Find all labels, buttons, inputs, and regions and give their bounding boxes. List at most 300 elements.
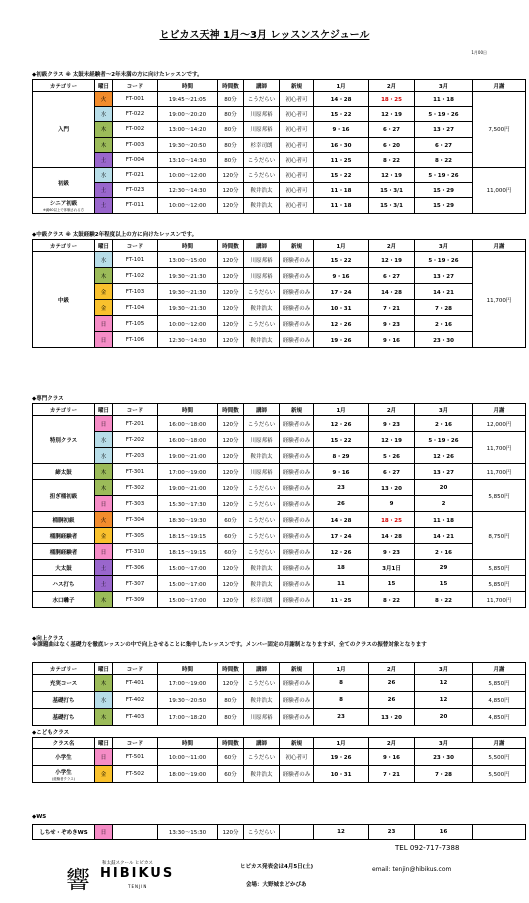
mar-dates-cell: 14・21: [415, 284, 473, 300]
weekday-cell: 木: [95, 675, 113, 692]
new-student-cell: 初心者可: [280, 107, 314, 122]
code-cell: FT-001: [113, 92, 158, 107]
table-row: [33, 512, 526, 528]
feb-dates-cell: 12・19: [369, 107, 415, 122]
fee-cell: 11,700円: [473, 592, 526, 608]
new-student-cell: [280, 825, 314, 840]
feb-dates-cell: 3月1日: [369, 560, 415, 576]
section-heading: ◆WS: [32, 814, 47, 820]
feb-dates-cell: 12・19: [369, 167, 415, 182]
new-student-cell: 初心者可: [280, 749, 314, 766]
logo-text: HIBIKUS: [100, 866, 175, 881]
time-cell: 19:00～21:00: [158, 480, 218, 496]
venue-text: 会場：大野城まどかぴあ: [246, 882, 307, 888]
category-label: 初級: [57, 180, 69, 187]
new-student-cell: 初心者可: [280, 198, 314, 213]
feb-dates-cell: 8・22: [369, 592, 415, 608]
table-row: [33, 268, 526, 284]
new-student-cell: 経験者のみ: [280, 284, 314, 300]
column-header: 月謝: [473, 738, 526, 749]
teacher-cell: 鞍井浩太: [244, 766, 280, 783]
category-sub: (経験者クラス): [52, 776, 75, 781]
feb-dates-cell: 6・20: [369, 137, 415, 152]
table-row: [33, 198, 526, 213]
time-cell: 18:30～19:30: [158, 512, 218, 528]
column-header: コード: [113, 663, 158, 675]
weekday-cell: 水: [95, 107, 113, 122]
column-header: 新規: [280, 240, 314, 252]
teacher-cell: 川原邦裕: [244, 107, 280, 122]
mar-dates-cell: 2: [415, 496, 473, 512]
duration-cell: 120分: [218, 198, 244, 213]
code-cell: FT-004: [113, 152, 158, 167]
duration-cell: 80分: [218, 152, 244, 167]
table-row: [33, 152, 526, 167]
fee-cell: 5,850円: [473, 675, 526, 692]
time-cell: 17:00～18:20: [158, 709, 218, 726]
jan-dates-cell: 23: [314, 709, 369, 726]
code-cell: FT-310: [113, 544, 158, 560]
time-cell: 15:30～17:30: [158, 496, 218, 512]
jan-dates-cell: 15・22: [314, 432, 369, 448]
weekday-cell: 火: [95, 512, 113, 528]
table-row: [33, 528, 526, 544]
new-student-cell: 経験者のみ: [280, 576, 314, 592]
feb-dates-cell: 7・21: [369, 300, 415, 316]
code-cell: [113, 825, 158, 840]
jan-dates-cell: 17・24: [314, 528, 369, 544]
teacher-cell: 川原邦裕: [244, 252, 280, 268]
category-cell: [33, 592, 95, 608]
mar-dates-cell: 29: [415, 560, 473, 576]
feb-dates-cell: 18・25: [369, 512, 415, 528]
mar-dates-cell: 12: [415, 675, 473, 692]
time-cell: 15:00～17:00: [158, 592, 218, 608]
feb-dates-cell: 13・20: [369, 480, 415, 496]
jan-dates-cell: 11・18: [314, 183, 369, 198]
table-row: [33, 183, 526, 198]
column-header: 3月: [415, 738, 473, 749]
schedule-table: [32, 79, 526, 214]
code-cell: FT-307: [113, 576, 158, 592]
feb-dates-cell: 6・27: [369, 464, 415, 480]
time-cell: 19:00～20:20: [158, 107, 218, 122]
duration-cell: 80分: [218, 692, 244, 709]
column-header: 3月: [415, 663, 473, 675]
mar-dates-cell: 5・19・26: [415, 167, 473, 182]
feb-dates-cell: 12・19: [369, 252, 415, 268]
section-heading: ◆専門クラス: [32, 396, 64, 402]
table-row: [33, 560, 526, 576]
table-row: [33, 122, 526, 137]
duration-cell: 60分: [218, 544, 244, 560]
time-cell: 17:00～19:00: [158, 675, 218, 692]
jan-dates-cell: 15・22: [314, 167, 369, 182]
column-header: 時間: [158, 240, 218, 252]
feb-dates-cell: 9・23: [369, 544, 415, 560]
table-row: [33, 416, 526, 432]
mar-dates-cell: 13・27: [415, 268, 473, 284]
column-header: 曜日: [95, 663, 113, 675]
column-header: カテゴリー: [33, 240, 95, 252]
time-cell: 19:30～20:50: [158, 137, 218, 152]
category-label: シニア初級: [49, 200, 78, 207]
schedule-table: [32, 239, 526, 348]
code-cell: FT-302: [113, 480, 158, 496]
mar-dates-cell: 14・21: [415, 528, 473, 544]
teacher-cell: こうだらい: [244, 528, 280, 544]
weekday-cell: 日: [95, 316, 113, 332]
fee-cell: 12,000円: [473, 416, 526, 432]
new-student-cell: 経験者のみ: [280, 560, 314, 576]
teacher-cell: こうだらい: [244, 152, 280, 167]
column-header: カテゴリー: [33, 404, 95, 416]
feb-dates-cell: 15: [369, 576, 415, 592]
table-row: [33, 692, 526, 709]
table-row: [33, 675, 526, 692]
column-header: 1月: [314, 663, 369, 675]
jan-dates-cell: 15・22: [314, 252, 369, 268]
fee-cell: 11,700円: [473, 252, 526, 348]
duration-cell: 120分: [218, 592, 244, 608]
feb-dates-cell: 18・25: [369, 92, 415, 107]
weekday-cell: 土: [95, 152, 113, 167]
time-cell: 16:00～18:00: [158, 432, 218, 448]
schedule-table: [32, 824, 526, 840]
duration-cell: 120分: [218, 300, 244, 316]
category-cell: [33, 576, 95, 592]
weekday-cell: 木: [95, 137, 113, 152]
duration-cell: 120分: [218, 416, 244, 432]
new-student-cell: 経験者のみ: [280, 766, 314, 783]
category-cell: [33, 709, 95, 726]
weekday-cell: 木: [95, 268, 113, 284]
mar-dates-cell: 23・30: [415, 332, 473, 348]
table-row: [33, 432, 526, 448]
jan-dates-cell: 17・24: [314, 284, 369, 300]
category-label: 充実コース: [49, 681, 78, 687]
teacher-cell: 鞍井浩太: [244, 300, 280, 316]
jan-dates-cell: 26: [314, 496, 369, 512]
section-heading: ◆こどもクラス: [32, 730, 70, 736]
jan-dates-cell: 10・31: [314, 766, 369, 783]
mar-dates-cell: 23・30: [415, 749, 473, 766]
fee-cell: 11,700円: [473, 464, 526, 480]
duration-cell: 120分: [218, 464, 244, 480]
column-header: 1月: [314, 738, 369, 749]
column-header: 2月: [369, 738, 415, 749]
category-label: 大太鼓: [55, 565, 72, 572]
category-cell: [33, 692, 95, 709]
section-description: ※課題曲はなく基礎力を徹底レッスンの中で向上させることに集中したレッスンです。メンバー固定の月謝制となりますが、全てのクラスの振替対象となります: [32, 642, 427, 648]
code-cell: FT-403: [113, 709, 158, 726]
mar-dates-cell: 16: [415, 825, 473, 840]
duration-cell: 120分: [218, 825, 244, 840]
column-header: 3月: [415, 80, 473, 92]
category-cell: [33, 749, 95, 766]
mar-dates-cell: 5・19・26: [415, 432, 473, 448]
feb-dates-cell: 14・28: [369, 528, 415, 544]
category-cell: [33, 544, 95, 560]
table-header-row: [33, 404, 526, 416]
time-cell: 12:30～14:30: [158, 183, 218, 198]
duration-cell: 120分: [218, 576, 244, 592]
category-cell: [33, 528, 95, 544]
mar-dates-cell: 5・19・26: [415, 252, 473, 268]
new-student-cell: 初心者可: [280, 122, 314, 137]
new-student-cell: 経験者のみ: [280, 464, 314, 480]
fee-cell: 5,500円: [473, 749, 526, 766]
column-header: 時間数: [218, 404, 244, 416]
mar-dates-cell: 12・26: [415, 448, 473, 464]
teacher-cell: 川原邦裕: [244, 268, 280, 284]
feb-dates-cell: 15・3/1: [369, 198, 415, 213]
time-cell: 10:00～12:00: [158, 198, 218, 213]
duration-cell: 60分: [218, 766, 244, 783]
jan-dates-cell: 11・25: [314, 152, 369, 167]
new-student-cell: 初心者可: [280, 92, 314, 107]
feb-dates-cell: 26: [369, 692, 415, 709]
fee-cell: 5,850円: [473, 576, 526, 592]
table-row: [33, 167, 526, 182]
code-cell: FT-003: [113, 137, 158, 152]
weekday-cell: 日: [95, 496, 113, 512]
teacher-cell: こうだらい: [244, 749, 280, 766]
new-student-cell: 経験者のみ: [280, 496, 314, 512]
time-cell: 19:30～20:50: [158, 692, 218, 709]
category-label: 小学生: [55, 755, 72, 761]
mar-dates-cell: 12: [415, 692, 473, 709]
category-cell: [33, 464, 95, 480]
weekday-cell: 日: [95, 825, 113, 840]
fee-cell: 11,000円: [473, 167, 526, 213]
table-row: [33, 544, 526, 560]
jan-dates-cell: 18: [314, 560, 369, 576]
code-cell: FT-201: [113, 416, 158, 432]
mar-dates-cell: 7・28: [415, 766, 473, 783]
time-cell: 19:45～21:05: [158, 92, 218, 107]
time-cell: 15:00～17:00: [158, 576, 218, 592]
teacher-cell: こうだらい: [244, 480, 280, 496]
new-student-cell: 経験者のみ: [280, 675, 314, 692]
mar-dates-cell: 2・16: [415, 544, 473, 560]
code-cell: FT-304: [113, 512, 158, 528]
column-header: クラス名: [33, 738, 95, 749]
column-header: 講師: [244, 240, 280, 252]
table-header-row: [33, 80, 526, 92]
time-cell: 15:00～17:00: [158, 560, 218, 576]
weekday-cell: 金: [95, 300, 113, 316]
feb-dates-cell: 6・27: [369, 122, 415, 137]
duration-cell: 120分: [218, 448, 244, 464]
teacher-cell: こうだらい: [244, 512, 280, 528]
code-cell: FT-021: [113, 167, 158, 182]
time-cell: 10:00～11:00: [158, 749, 218, 766]
time-cell: 19:30～21:30: [158, 300, 218, 316]
mar-dates-cell: 5・19・26: [415, 107, 473, 122]
jan-dates-cell: 14・28: [314, 512, 369, 528]
code-cell: FT-309: [113, 592, 158, 608]
duration-cell: 120分: [218, 332, 244, 348]
fee-cell: 4,850円: [473, 709, 526, 726]
fee-cell: 5,500円: [473, 766, 526, 783]
column-header: 時間数: [218, 738, 244, 749]
code-cell: FT-502: [113, 766, 158, 783]
weekday-cell: 水: [95, 448, 113, 464]
feb-dates-cell: 9・23: [369, 416, 415, 432]
column-header: 月謝: [473, 663, 526, 675]
teacher-cell: 鞍井浩太: [244, 332, 280, 348]
column-header: 時間: [158, 738, 218, 749]
page-title: ヒビカス天神 1月～3月 レッスンスケジュール: [159, 30, 370, 41]
column-header: 時間数: [218, 80, 244, 92]
code-cell: FT-101: [113, 252, 158, 268]
time-cell: 12:30～14:30: [158, 332, 218, 348]
feb-dates-cell: 8・22: [369, 152, 415, 167]
new-student-cell: 初心者可: [280, 167, 314, 182]
new-student-cell: 経験者のみ: [280, 592, 314, 608]
code-cell: FT-301: [113, 464, 158, 480]
duration-cell: 120分: [218, 183, 244, 198]
new-student-cell: 経験者のみ: [280, 448, 314, 464]
duration-cell: 80分: [218, 709, 244, 726]
weekday-cell: 日: [95, 332, 113, 348]
category-cell: [33, 675, 95, 692]
mar-dates-cell: 11・18: [415, 512, 473, 528]
new-student-cell: 経験者のみ: [280, 332, 314, 348]
weekday-cell: 土: [95, 576, 113, 592]
jan-dates-cell: 16・30: [314, 137, 369, 152]
teacher-cell: こうだらい: [244, 496, 280, 512]
mar-dates-cell: 11・18: [415, 92, 473, 107]
category-cell: [33, 167, 95, 197]
feb-dates-cell: 9・23: [369, 316, 415, 332]
fee-cell: 8,750円: [473, 512, 526, 560]
mar-dates-cell: 13・27: [415, 122, 473, 137]
column-header: 時間: [158, 663, 218, 675]
code-cell: FT-202: [113, 432, 158, 448]
jan-dates-cell: 19・26: [314, 332, 369, 348]
mar-dates-cell: 15: [415, 576, 473, 592]
teacher-cell: こうだらい: [244, 544, 280, 560]
mar-dates-cell: 20: [415, 480, 473, 496]
duration-cell: 120分: [218, 480, 244, 496]
code-cell: FT-104: [113, 300, 158, 316]
category-label: ハス打ち: [52, 581, 75, 588]
code-cell: FT-102: [113, 268, 158, 284]
time-cell: 13:10～14:30: [158, 152, 218, 167]
weekday-cell: 水: [95, 167, 113, 182]
column-header: 3月: [415, 404, 473, 416]
feb-dates-cell: 9・16: [369, 749, 415, 766]
mar-dates-cell: 20: [415, 709, 473, 726]
mar-dates-cell: 6・27: [415, 137, 473, 152]
table-row: [33, 480, 526, 496]
column-header: コード: [113, 404, 158, 416]
email-text: email: tenjin@hibikus.com: [372, 866, 452, 873]
section-heading: ◆初級クラス ※ 太鼓未経験者～2年未満の方に向けたレッスンです。: [32, 72, 203, 78]
new-student-cell: 初心者可: [280, 152, 314, 167]
category-label: 入門: [57, 127, 69, 134]
column-header: 曜日: [95, 404, 113, 416]
weekday-cell: 木: [95, 709, 113, 726]
jan-dates-cell: 23: [314, 480, 369, 496]
column-header: 2月: [369, 404, 415, 416]
teacher-cell: 川原邦裕: [244, 464, 280, 480]
category-cell: [33, 252, 95, 348]
category-label: 締太鼓: [55, 469, 72, 476]
column-header: カテゴリー: [33, 663, 95, 675]
schedule-table: [32, 403, 526, 608]
category-cell: [33, 198, 95, 213]
column-header: 時間数: [218, 663, 244, 675]
teacher-cell: 川原邦裕: [244, 432, 280, 448]
weekday-cell: 金: [95, 284, 113, 300]
time-cell: 19:30～21:30: [158, 268, 218, 284]
teacher-cell: 鞍井浩太: [244, 183, 280, 198]
jan-dates-cell: 10・31: [314, 300, 369, 316]
event-text: ヒビカス発表会は4月5日(土): [240, 864, 314, 870]
logo-small-text: 和太鼓スクール ヒビカス: [102, 861, 153, 866]
mar-dates-cell: 2・16: [415, 316, 473, 332]
fee-cell: [473, 825, 526, 840]
column-header: 時間: [158, 80, 218, 92]
column-header: 2月: [369, 80, 415, 92]
jan-dates-cell: 12・26: [314, 544, 369, 560]
duration-cell: 120分: [218, 316, 244, 332]
code-cell: FT-501: [113, 749, 158, 766]
time-cell: 13:00～15:00: [158, 252, 218, 268]
column-header: 月謝: [473, 404, 526, 416]
table-row: [33, 448, 526, 464]
fee-cell: 5,850円: [473, 480, 526, 512]
weekday-cell: 金: [95, 528, 113, 544]
feb-dates-cell: 12・19: [369, 432, 415, 448]
new-student-cell: 経験者のみ: [280, 512, 314, 528]
new-student-cell: 経験者のみ: [280, 709, 314, 726]
category-sub: ※満60以上で体験される方: [42, 207, 85, 212]
duration-cell: 120分: [218, 167, 244, 182]
new-student-cell: 経験者のみ: [280, 300, 314, 316]
table-row: [33, 749, 526, 766]
column-header: 時間数: [218, 240, 244, 252]
code-cell: FT-306: [113, 560, 158, 576]
category-label: 桶胴経験者: [49, 533, 78, 540]
teacher-cell: 川原邦裕: [244, 122, 280, 137]
feb-dates-cell: 15・3/1: [369, 183, 415, 198]
code-cell: FT-402: [113, 692, 158, 709]
time-cell: 10:00～12:00: [158, 167, 218, 182]
code-cell: FT-022: [113, 107, 158, 122]
weekday-cell: 水: [95, 432, 113, 448]
feb-dates-cell: 13・20: [369, 709, 415, 726]
category-label: 担ぎ桶初級: [49, 493, 78, 500]
column-header: 1月: [314, 404, 369, 416]
weekday-cell: 土: [95, 183, 113, 198]
new-student-cell: 初心者可: [280, 137, 314, 152]
category-cell: [33, 92, 95, 168]
time-cell: 18:15～19:15: [158, 528, 218, 544]
teacher-cell: 鞍井浩太: [244, 448, 280, 464]
jan-dates-cell: 9・16: [314, 464, 369, 480]
logo-kanji: 響: [66, 866, 90, 894]
teacher-cell: 鞍井浩太: [244, 560, 280, 576]
table-row: [33, 766, 526, 783]
teacher-cell: こうだらい: [244, 316, 280, 332]
new-student-cell: 経験者のみ: [280, 316, 314, 332]
table-row: [33, 137, 526, 152]
column-header: 2月: [369, 663, 415, 675]
